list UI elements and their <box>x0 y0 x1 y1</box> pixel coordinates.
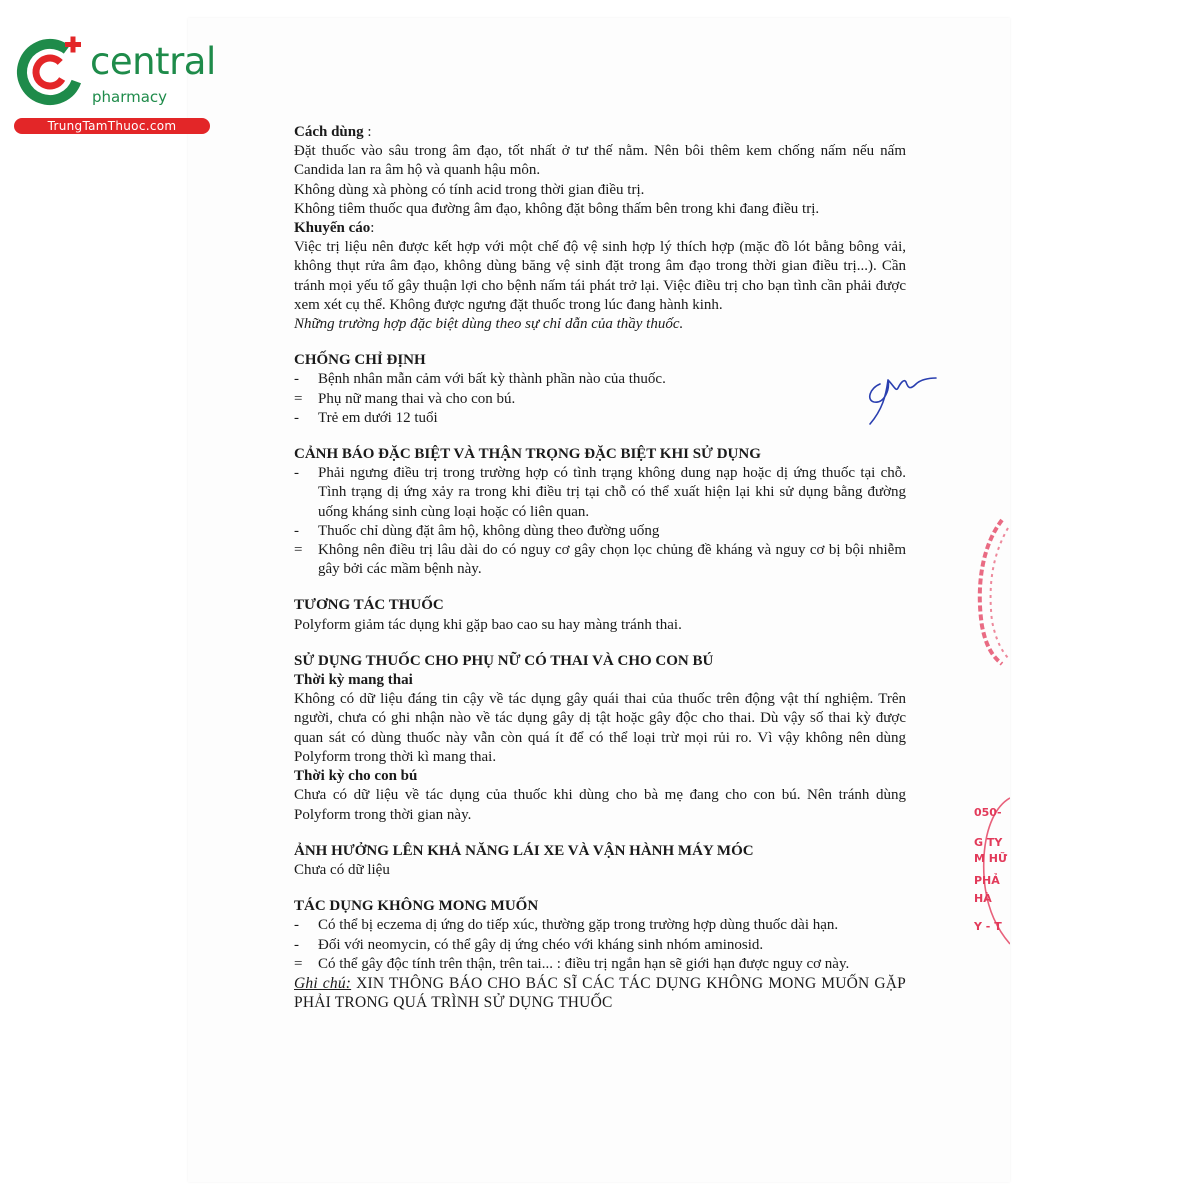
list-item: - Thuốc chỉ dùng đặt âm hộ, không dùng theo đường uống <box>294 522 660 539</box>
contra-title: CHỐNG CHỈ ĐỊNH <box>294 352 426 369</box>
stamp-text: PHẢ <box>974 874 1000 887</box>
document-content <box>294 123 906 1012</box>
advice-title: Khuyến cáo <box>294 220 371 237</box>
list-item: = Có thể gây độc tính trên thận, trên tai... : điều trị ngắn hạn sẽ giới hạn được nguy cơ này. <box>294 955 850 972</box>
adverse-section <box>294 897 906 1012</box>
advice-text: Việc trị liệu nên được kết hợp với một chế độ vệ sinh hợp lý thích hợp (mặc đồ lót bằng bông vải, không thụt rửa âm đạo, không dùng băng vệ sinh đặt trong âm đạo trong thời gian điều trị...). Cần tránh mọi yếu tố gây thuận lợi cho bệnh nấm tái phát trở lại. Việc điều trị cho bạn tình cần phải được xem xét cụ thể. Không được ngưng đặt thuốc trong lúc đang hành kinh. <box>294 239 906 313</box>
driving-section <box>294 842 906 880</box>
note-label: Ghi chú: <box>294 974 352 992</box>
stamp-icon <box>962 516 1010 666</box>
pregnancy-sub1: Thời kỳ mang thai <box>294 672 413 689</box>
signature-icon <box>860 366 940 426</box>
list-item: - Đối với neomycin, có thể gây dị ứng chéo với kháng sinh nhóm aminosid. <box>294 936 764 953</box>
stamp-text: Y - T <box>974 920 1002 933</box>
usage-line: Đặt thuốc vào sâu trong âm đạo, tốt nhất ở tư thế nằm. Nên bôi thêm kem chống nấm nếu nấm Candida lan ra âm hộ và quanh hậu môn. <box>294 143 906 179</box>
pregnancy-text1: Không có dữ liệu đáng tin cậy về tác dụng gây quái thai của thuốc trên động vật thí nghiệm. Trên người, chưa có ghi nhận nào về tác dụng gây dị tật hoặc gây độc cho thai. Dù vậy số thai kỳ được quan sát có dùng thuốc này vẫn còn quá ít để có thể loại trừ mọi rủi ro. Vì vậy không nên dùng Polyform trong thời kì mang thai. <box>294 691 906 765</box>
list-item: - Có thể bị eczema dị ứng do tiếp xúc, thường gặp trong trường hợp dùng thuốc dài hạn. <box>294 917 839 934</box>
advice-italic: Những trường hợp đặc biệt dùng theo sự chỉ dẫn của thầy thuốc. <box>294 316 684 333</box>
brand-url[interactable]: TrungTamThuoc.com <box>14 118 210 134</box>
adverse-title: TÁC DỤNG KHÔNG MONG MUỐN <box>294 898 539 915</box>
stamp-text: 050- <box>974 806 1002 819</box>
stamp-text: G TY <box>974 836 1003 849</box>
pregnancy-section <box>294 652 906 825</box>
advice-colon: : <box>370 220 375 237</box>
list-item: = Phụ nữ mang thai và cho con bú. <box>294 390 516 407</box>
pregnancy-sub2: Thời kỳ cho con bú <box>294 768 418 785</box>
usage-line: Không dùng xà phòng có tính acid trong thời gian điều trị. <box>294 181 645 198</box>
stamp-text: HÀ <box>974 892 992 905</box>
list-item: - Trẻ em dưới 12 tuổi <box>294 409 438 426</box>
pregnancy-text2: Chưa có dữ liệu về tác dụng của thuốc khi dùng cho bà mẹ đang cho con bú. Nên tránh dùng Polyform trong thời gian này. <box>294 787 906 823</box>
interaction-section <box>294 596 906 634</box>
usage-title: Cách dùng <box>294 124 364 140</box>
note <box>294 974 906 1012</box>
note-text: XIN THÔNG BÁO CHO BÁC SĨ CÁC TÁC DỤNG KHÔNG MONG MUỐN GẶP PHẢI TRONG QUÁ TRÌNH SỬ DỤNG THUỐC <box>294 974 906 1012</box>
driving-title: ẢNH HƯỞNG LÊN KHẢ NĂNG LÁI XE VÀ VẬN HÀNH MÁY MÓC <box>294 842 754 859</box>
interaction-text: Polyform giảm tác dụng khi gặp bao cao su hay màng tránh thai. <box>294 616 682 633</box>
list-item: - Phải ngưng điều trị trong trường hợp có tình trạng không dung nạp hoặc dị ứng thuốc tại chỗ. Tình trạng dị ứng xảy ra trong khi điều trị tại chỗ có thể xuất hiện lại khi sử dụng bằng đường uống kháng sinh cùng loại hoặc có liên quan. <box>294 465 906 520</box>
pregnancy-title: SỬ DỤNG THUỐC CHO PHỤ NỮ CÓ THAI VÀ CHO CON BÚ <box>294 652 714 669</box>
usage-line: Không tiêm thuốc qua đường âm đạo, không đặt bông thấm bên trong khi đang điều trị. <box>294 200 820 217</box>
driving-text: Chưa có dữ liệu <box>294 861 390 878</box>
list-item: = Không nên điều trị lâu dài do có nguy cơ gây chọn lọc chủng đề kháng và nguy cơ bị bội nhiễm gây bởi các mầm bệnh này. <box>294 542 906 578</box>
usage-colon: : <box>363 124 372 140</box>
list-item: - Bệnh nhân mẫn cảm với bất kỳ thành phần nào của thuốc. <box>294 371 666 388</box>
stamp-text: M HỮ <box>974 852 1008 865</box>
contra-section <box>294 351 906 428</box>
warning-section <box>294 445 906 579</box>
warning-title: CẢNH BÁO ĐẶC BIỆT VÀ THẬN TRỌNG ĐẶC BIỆT KHI SỬ DỤNG <box>294 446 761 463</box>
brand-sub: pharmacy <box>92 88 168 106</box>
brand-name: central <box>90 40 216 83</box>
company-stamp <box>966 796 1010 946</box>
interaction-title: TƯƠNG TÁC THUỐC <box>294 597 444 614</box>
